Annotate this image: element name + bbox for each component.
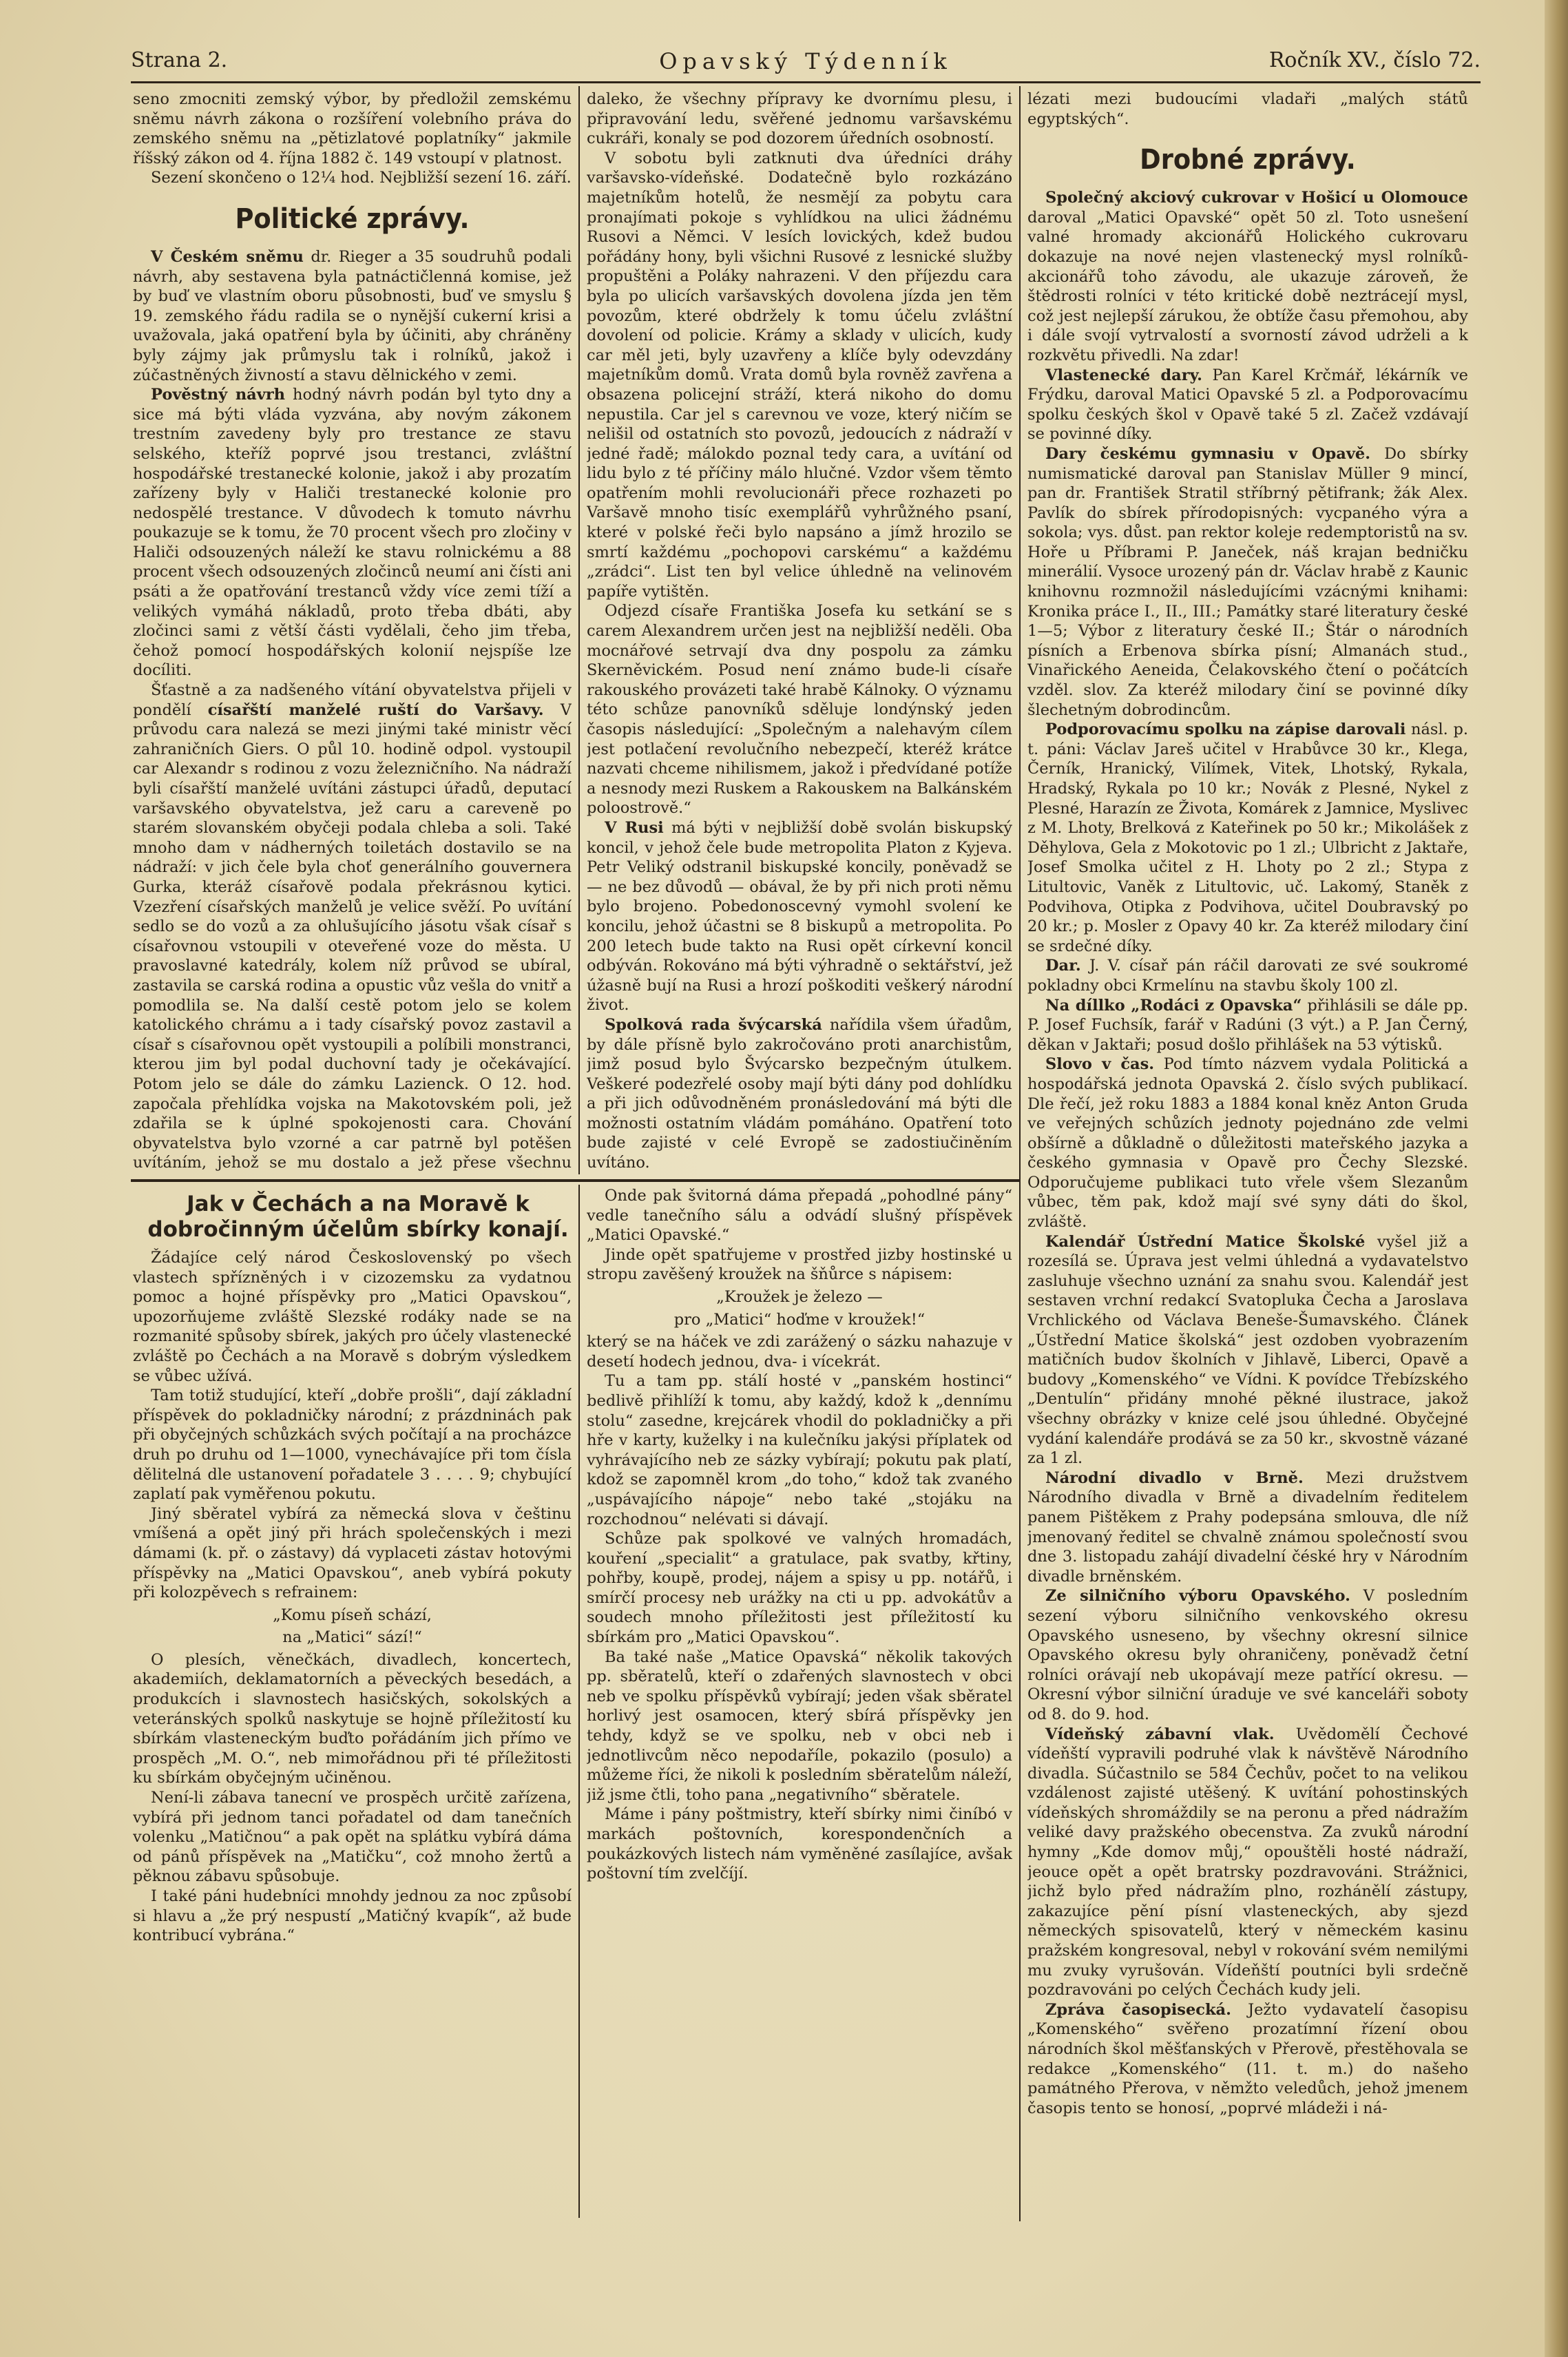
news-text: Uvědomělí Čechové vídeňští vypravili podruhé vlak k návštěvě Národního divadla. Súčastnilo se 584 Čechův, počet to na velikou vzdálenost zajisté utěšený. K uvítání pohostinských vídeňských shromáždily se na peronu a před nádražím veliké davy pražského obecenstva. Za zvuků národní hymny „Kde domov můj,“ opouštěli hosté nádraží, jeouce opět a opět bratrsky pozdravováni. Strážnici, jichž bylo před nádražím plno, rozhánělí zástupy, zakazujíce pění písní vlasteneckých, aby sjezd německých spisovatelů, který v německém kasinu pražském kongresoval, nebyl v rokování svém nemilými mu zvuky vyrušován. Vídeňští poutníci byli srdečně pozdravováni po celých Čechách kudy jeli. [1027, 1725, 1468, 2000]
column-divider [578, 1185, 580, 2218]
news-item [1027, 444, 1468, 720]
news-item [1027, 1232, 1468, 1468]
news-item [1027, 956, 1468, 995]
news-text: přihlásili se dále pp. P. Josef Fuchsík, farář v Radúni (3 výt.) a P. Jan Černý, děkan v Jaktaři; posud došlo přihlášek na 53 výtisků. [1027, 996, 1468, 1054]
appeal-text: který se na háček ve zdi zarážený o sázku nahazuje v desetí hodech jednou, dva- i vícekrát. [587, 1333, 1012, 1371]
column-2-politics [587, 90, 1012, 1171]
news-text: násl. p. t. páni: Václav Jareš učitel v Hrabůvce 30 kr., Klega, Černík, Hranický, Vilímek, Vitek, Lhotský, Rykala, Hradský, Rykala po 10 kr.; Novák z Plesné, Nykel z Plesné, Harazín ze Života, Komárek z Jamnice, Mysliveс z M. Lhoty, Brelková z Kateřinek po 50 kr.; Mikolášek z Děhylova, Gela z Mokotovic po 1 zl.; Ulbricht z Jaktaře, Josef Smolka učitel z H. Lhoty po 2 zl.; Stypa z Litultovic, Vaněk z Litultovic, uč. Lakomý, Staněk z Podvihova, Otipka z Podvihova, učitel Doubravský po 20 kr.; p. Mosler z Opavy 40 kr. Za kteréž milodary činí se srdečné díky. [1027, 720, 1468, 955]
article-text: daleko, že všechny přípravy ke dvornímu plesu, i připravování ledu, svěřené jednomu varšavskému cukráři, konaly se pod dozorem úředních osobností. [587, 90, 1012, 148]
appeal-text: Schůze pak spolkové ve valných hromadách, kouření „specialit“ a gratulace, pak svatby, křtiny, pohřby, koupě, prodej, nájem a spisy u pp. notářů, i smírčí procesy neb urážky na cti u pp. advokátův a soudech mnoho příležitosti jest příležitostí ku sbírkám pro „Matici Opavskou“. [587, 1530, 1012, 1647]
news-item [133, 247, 572, 385]
news-lead: Šťastně a za nadšeného vítání obyvatelstva přijeli v pondělí [133, 681, 572, 719]
article-text: Sezení skončeno o 12¼ hod. Nejbližší sezení 16. září. [151, 169, 572, 187]
news-item [1027, 1725, 1468, 2000]
news-lead: Dar. [1045, 957, 1081, 975]
news-text: Do sbírky numismatické daroval pan Stanislav Müller 9 mincí, pan dr. František Stratil stříbrný pětifrank; žák Alex. Pavlík do sbírek přírodopisných: vycpaného výra a sokola; vys. důst. pan rektor koleje redemptoristů na sv. Hoře u Příbrami P. Janeček, náš krajan bedničku minerálií. Vysoce urozený pán dr. Václav hrabě z Kaunic knihovnu rozmnožil následujícími vzácnými knihami: Kronika práce I., II., III.; Památky staré literatury české 1—5; Výbor z literatury české II.; Štár o národních písních a Erbenova sbírka písní; Almanách stud., Vinařického Aeneida, Čelakovského čtení o počátcích vzděl. slov. Za kteréž milodary činí se povinné díky šlechetným dobrodincům. [1027, 444, 1468, 719]
news-lead: Zpráva časopisecká. [1045, 2000, 1231, 2019]
appeal-text: Jinde opět spatřujeme v prostřed jizby hostinské u stropu zavěšený kroužek na šňůrce s nápisem: [587, 1245, 1012, 1284]
news-item [133, 681, 572, 1171]
news-item [133, 385, 572, 681]
news-item [1027, 1586, 1468, 1724]
news-lead: Vídeňský zábavní vlak. [1045, 1725, 1275, 1743]
section-heading-politics: Politické zprávy. [235, 203, 470, 235]
section-rule [131, 1179, 1019, 1182]
column-divider [1019, 86, 1021, 2221]
news-text: dr. Rieger a 35 soudruhů podali návrh, aby sestavena byla patnáctičlenná komise, jež by buď ve vlastním oboru působnosti, buď ve smyslu § 19. zemského řádu radila se o nynější cukerní krisi a uvažovala, jaká opatření byla by účiniti, aby chráněny byly zájmy jak průmyslu tak i rolníků, jakož i zúčastněných živností a stavu dělnického v zemi. [133, 247, 572, 384]
refrain-line: „Kroužek je železo — [716, 1287, 883, 1306]
appeal-text: Tam totiž studující, kteří „dobře prošli“, dají základní příspěvek do pokladničky národní; z prázdninách pak při obyčejných schůzkách svých počítají a na procházce druh po druhu od 1—1000, vynechávajíce při tom čísla dělitelná dle ustanovení pořadatele 3 . . . . 9; chybující zaplatí pak vyměřenou pokutu. [133, 1387, 572, 1504]
news-lead: Národní divadlo v Brně. [1045, 1468, 1304, 1487]
news-text: V posledním sezení výboru silničního venkovského okresu Opavského usneseno, by všechny okresní silnice Opavského okresu byly ohraničeny, poněvadž četní rolníci orávají neb ukopávají meze patřící okresu. — Okresní výbor silniční úraduje ve své kanceláři soboty od 8. do 9. hod. [1027, 1587, 1468, 1723]
news-text: Ježto vydavatelí časopisu „Komenského“ svěřeno prozatímní řízení obou národních škol měšťanských v Přerově, přestěhovala se redakce „Komenského“ (11. t. m.) do našeho památného Přerova, v němžto veledůch, jehož jmenem časopis tento se honosí, „poprvé mládeži i ná- [1027, 2000, 1468, 2117]
newspaper-title: Opavský Týdenník [659, 48, 952, 74]
article-text: seno zmocniti zemský výbor, by předložil zemskému sněmu návrh zákona o rozšíření volebního práva do zemského sněmu na „pětizlatové poplatníky“ jakmile říšský zákon od 4. října 1882 č. 149 vstoupí v platnost. [133, 90, 572, 167]
news-lead: Na díllko „Rodáci z Opavska“ [1045, 996, 1302, 1015]
appeal-headline: Jak v Čechách a na Moravě k dobročinným účelům sbírky konají. [147, 1192, 569, 1242]
appeal-column-2 [587, 1186, 1012, 2212]
appeal-text: Tu a tam pp. stálí hosté v „panském hostinci“ bedlivě přihlíží k tomu, aby každý, kdož k „dennímu stolu“ zasedne, krejcárek vhodil do pokladničky a při hře v karty, kuželky i na kulečníku jakýsi příplatek od vyhrávajícího neb ze sázky vybírají; pokutu pak platí, kdož se zapomněl krom „do toho,“ kdož tak zvaného „uspávajícího nápoje“ nebo také „stojáku na rozchodnou“ nelévati si dávají. [587, 1372, 1012, 1528]
news-lead: V Českém sněmu [151, 247, 304, 266]
news-text: hodný návrh podán byl tyto dny a sice má býti vláda vyzvána, aby novým zákonem trestním zavedeny byly pro trestance ze stavu selského, kteříž poprvé jsou trestanci, zvláštní hospodářské trestanecké kolonie, jakož i aby prozatím zařízeny byly v Haliči trestanecké kolonie pro nedospělé trestance. V důvodech k tomuto návrhu poukazuje se k tomu, že 70 procent všech pro zločiny v Haliči odsouzených náleží ke stavu rolnickému a 88 procent všech odsouzených zločinců neumí ani čísti ani psáti a že opatřování trestanců vždy více zemi tíží a velikých vymáhá nákladů, proto třeba dbáti, aby zločinci sami z větší části vydělali, čeho jim třeba, čehož pomocí hospodářských kolonií nejspíše lze docíliti. [133, 386, 572, 680]
header-rule [131, 81, 1481, 83]
news-text: nařídila všem úřadům, by dále přísně bylo zakročováno proti anarchistům, jimž posud bylo Švýcarsko bezpečným útulkem. Veškeré podezřelé osoby mají býti dány pod dohlídku a při jich odůvodněném pronásledování má býti dle možnosti ostatním vládám pomáháno. Opatření toto bude zajisté v celé Evropě se zadostiučiněním uvítáno. [587, 1015, 1012, 1171]
article-text: lézati mezi budoucími vladaři „malých států egyptských“. [1027, 90, 1468, 128]
refrain-line: „Komu píseň schází, [273, 1606, 432, 1624]
news-item [587, 818, 1012, 1015]
news-item [1027, 720, 1468, 956]
news-lead: Pověstný návrh [151, 386, 286, 404]
news-text: Mezi družstvem Národního divadla v Brně a divadelním ředitelem panem Pištěkem z Prahy podepsána smlouva, dle níž jmenovaný ředitel se chvalně známou společností svou dne 3. listopadu zahájí divadelní čéské hry v Národním divadle brněnském. [1027, 1468, 1468, 1586]
news-text: vyšel již a rozesílá se. Úprava jest velmi úhledná a vydavatelstvo zasluhuje všechno uznání za snahu svou. Kalendář jest sestaven vrchní redakcí Svatopluka Čecha a Jaroslava Vrchlického od Václava Beneše-Šumavského. Článek „Ústřední Matice školská“ jest ozdoben vyobrazením matičních budov školních v Jihlavě, Liberci, Opavě a budovy „Komenského“ ve Vídni. K povídce Třebízského „Dentulín“ přidány mnohé pěkné ilustrace, jakož všechny obrázky v knize celé jsou úhledné. Obyčejné vydání kalendáře prodává se za 50 kr., skvostně vázané za 1 zl. [1027, 1232, 1468, 1468]
refrain-line: pro „Matici“ hoďme v kroužek!“ [673, 1310, 926, 1329]
column-1-politics [133, 90, 572, 1171]
page-number: Strana 2. [131, 48, 228, 72]
news-item [1027, 2000, 1468, 2119]
news-lead: Společný akciový cukrovar v Hošicí u Olomouce [1045, 189, 1468, 207]
news-lead: Slovo v čas. [1045, 1055, 1155, 1074]
news-item [587, 1015, 1012, 1171]
refrain-line: na „Matici“ sází!“ [282, 1628, 422, 1647]
appeal-text: Jiný sběratel vybírá za německá slova v češtinu vmíšená a opět jiný při hrách společenských i mezi dámami (k. př. o zástavy) dá vyplaceti zástav hotovými příspěvky na „Matici Opavskou“, aneb vybírá pokuty při kolozpěvech s refrainem: [133, 1504, 572, 1602]
news-text: má býti v nejbližší době svolán biskupský koncil, v jehož čele bude metropolita Platon z Kyjeva. Petr Veliký odstranil biskupské koncily, poněvadž se — ne bez důvodů — obával, že by při nich proti němu bylo brojeno. Pobedonoscevný vymohl svolení ke koncilu, jehož účastni se 8 biskupů a metropolita. Po 200 letech bude takto na Rusi opět církevní koncil odbýván. Rokováno má býti výhradně o sektářství, jež úžasně bují na Rusi a hrozí poškoditi veškerý národní život. [587, 818, 1012, 1015]
article-text: Odjezd císaře Františka Josefa ku setkání se s carem Alexandrem určen jest na nejbližší neděli. Oba mocnářové setrvají dva dny pospolu za zámku Skerněvickém. Posud není známo bude-li císaře rakouského provázeti také hrabě Kálnoky. O významu této schůze panovníků sděluje londýnský jeden časopis následující: „Společným a nalehavým cílem jest potlačení revolučního nebezpečí, kteréž krátce nazvati chceme nihilismem, jakož i předvídané potíže a nesnody mezi Ruskem a Rakouskem na Balkánském poloostrově.“ [587, 602, 1012, 818]
appeal-text: Není-li zábava tanecní ve prospěch určitě zařízena, vybírá při jednom tanci pořadatel od dam tanečních volenku „Matičnou“ a pak opět na splátku vybírá dáma od pánů příspěvek na „Matičku“, což mnoho žertů a pěknou zábavu spůsobuje. [133, 1789, 572, 1886]
column-3-short-news [1027, 90, 1468, 2314]
appeal-column-1 [133, 1248, 572, 2212]
appeal-text: Máme i pány poštmistry, kteří sbírky nimi činíbó v markách poštovních, korespondenčních a poukázkových listech nám vyměněné zasílajíce, avšak poštovní tím zvelčíjí. [587, 1805, 1012, 1883]
news-lead: Dary českému gymnasiu v Opavě. [1045, 444, 1371, 463]
news-lead: V Rusi [605, 818, 664, 837]
news-text: Pan Karel Krčmář, lékárník ve Frýdku, daroval Matici Opavské 5 zl. a Podporovacímu spolku českých škol v Opavě také 5 zl. Začež vzdávají se povinné díky. [1027, 366, 1468, 444]
news-lead: Spolková rada švýcarská [605, 1015, 822, 1034]
news-text: daroval „Matici Opavské“ opět 50 zl. Toto usnešení valné hromady akcionářů Holického cukrovaru dokazuje na nové nejen vlastenecký mysl rolníků-akcionářů toho závodu, ale ukazuje zároveň, že štědrosti rolníci v této kritické době neztrácejí mysl, což jest nejlepší zárukou, že obtíže času přemohou, aby i dále svojí vytrvalostí a svorností závod udrželi a k rozkvětu přivedli. Na zdar! [1027, 208, 1468, 364]
article-text: V sobotu byli zatknuti dva úředníci dráhy varšavsko-vídeňské. Dodatečně bylo rozkázáno majetníkům hotelů, že nesmějí za pobytu cara pronajímati pokoje s vyhlídkou na ulici žádnému Rusovi a Němci. V lesích lovických, kdež budou pořádány hony, byli všichni Rusové z lesnické služby propuštěni a Poláky nahrazeni. V den příjezdu cara byla po ulicích varšavských dovolena jízda jen těm povozům, které obdržely k tomu účelu zvláštní dovolení od policie. Krámy a sklady v ulicích, kudy car měl jeti, byly uzavřeny a klíče byly odevzdány majetníkům domů. Vrata domů byla rovněž zavřena a obsazena policejní stráží, která nikoho do domu nepustila. Car jel s carevnou ve voze, který ničím se nelišil od ostatních sto povozů, jedoucích z nádraží v jedné řadě; málokdo poznal tedy cara, a uvítání od lidu bylo z té příčiny málo hlučné. Vzdor všem těmto opatřením mohli revolucionáři přece rozhazeti po Varšavě mnoho tisíc exemplářů vyhrůžného psaní, které v polské řeči bylo napsáno a jímž hrozilo se smrtí každému „pochopovi carskému“ a každému „zrádci“. List ten byl velice úhledně na velinovém papíře vytištěn. [587, 149, 1012, 601]
news-lead: Ze silničního výboru Opavského. [1045, 1587, 1350, 1606]
news-item [1027, 996, 1468, 1055]
column-divider [578, 86, 580, 1174]
news-text: V průvodu cara nalezá se mezi jinými také ministr věcí zahraničních Giers. O půl 10. hodině odpol. vystoupil car Alexandr s rodinou z vozu železničního. Na nádraží byli císařští manželé uvítáni zástupci úřadů, deputací varšavského obyvatelstva, jež caru a careveně po starém slovanském obyčeji podala chleba a soli. Také mnoho dam v nádherných toiletách dostavilo se na nádraží: v jich čele byla choť generálního gouvernera Gurka, kteráž císařově podala překrásnou kytici. Vzezření císařských manželů je velice svěží. Po uvítání sedlo se do vozů a za ohlušujícího jásotu však císař s císařovnou vstoupili v oteveřené voze do města. U pravoslavné katedrály, kolem níž průvod se ubíral, zastavila se carská rodina a opustic vůz vešla do vnitř a pomodlila se. Na další cestě potom jelo se kolem katolického chrámu a i tady císařský povoz zastavil a císař s císařovnou opět vystoupili a políbili monstranci, kterou jim byl podal duchovní tady je očekávající. Potom jelo se dále do zámku Lazienck. O 12. hod. započala přehlídka vojska na Makotovském poli, jež zdařila se k úplné spokojenosti cara. Chování obyvatelstva bylo vzorné a car patrně byl potěšen uvítáním, jehož se mu dostalo a jež přese všechnu [133, 700, 572, 1171]
news-lead-bold: císařští manželé ruští do Varšavy. [207, 700, 544, 719]
issue-info: Ročník XV., číslo 72. [1268, 48, 1481, 72]
news-text: J. V. císař pán ráčil darovati ze své soukromé pokladny obci Krmelínu na stavbu školy 100 zl. [1027, 957, 1468, 995]
appeal-text: Onde pak švitorná dáma přepadá „pohodlné pány“ vedle tanečního sálu a odvádí slušný příspěvek „Matici Opavské.“ [587, 1187, 1012, 1245]
page-header [131, 48, 1481, 83]
appeal-text: Ba také naše „Matice Opavská“ několik takových pp. sběratelů, kteří o zdařených slavnostech v obci neb ve spolku příspěvků vybírají; jeden však sběratel horlivý jest osamocen, který sbírá příspěvky jen tehdy, když se ve spolku, neb v obci neb i jednotlivcům něco nepodaříle, pokazilo (posulo) a můžeme říci, že nikoli k posledním sběratelům náleží, již jsme čtli, toho pana „negativního“ sběratele. [587, 1648, 1012, 1804]
news-lead: Podporovacímu spolku na zápise darovali [1045, 720, 1406, 739]
section-heading-short-news: Drobné zprávy. [1140, 144, 1356, 176]
news-item [1027, 1055, 1468, 1232]
news-item [1027, 1468, 1468, 1587]
appeal-text: Žádajíce celý národ Československý po všech vlastech spřízněných i v cizozemsku za vydatnou pomoc a hojné příspěvky pro „Matici Opavskou“, upozorňujeme zvláště Slezské rodáky nade se na rozmanité spůsoby sbírek, jakých pro účely vlastenecké zvláště po Čechách a na Moravě s dobrým výsledkem se vůbec užívá. [133, 1249, 572, 1385]
appeal-text: O plesích, věnečkách, divadlech, koncertech, akademiích, deklamatorních a pěveckých besedách, a produkcích i slavnostech hasičských, sokolských a veteránských spolků naskytuje se hojně příležitostí ku sbírkám vlasteneckým buďto pořádáním jich přímo ve prospěch „M. O.“, neb mimořádnou při té příležitosti ku sbírkám obyčejným učiněnou. [133, 1650, 572, 1787]
news-lead: Kalendář Ústřední Matice Školské [1045, 1232, 1366, 1251]
news-item [1027, 188, 1468, 365]
page-binding-edge [1545, 0, 1568, 2357]
news-lead: Vlastenecké dary. [1045, 366, 1202, 384]
appeal-text: I také páni hudebníci mnohdy jednou za noc způsobí si hlavu a „že prý nespustí „Matičný kvapík“, až bude kontribucí vybrána.“ [133, 1887, 572, 1945]
news-item [1027, 366, 1468, 444]
news-text: Pod tímto názvem vydala Politická a hospodářská jednota Opavská 2. číslo svých publikací. Dle řečí, jež roku 1883 a 1884 konal kněz Anton Gruda ve veřejných schůzích jednoty pojednáno zde velmi obšírně a důkladně o důležitosti mateřského jazyka a českého gymnasia v Opavě pro Čechy Slezské. Odporučujeme publikaci tuto vřele všem Slezanům vůbec, těm pak, kdož mají své syny dáti do škol, zvláště. [1027, 1055, 1468, 1232]
